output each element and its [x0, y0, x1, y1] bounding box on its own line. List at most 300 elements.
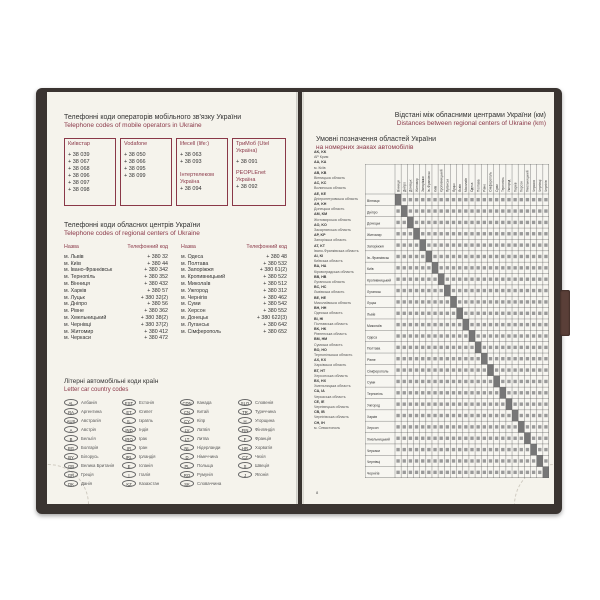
matrix-distance-cell — [427, 198, 430, 201]
region-plate-code: BE, HE — [314, 295, 326, 300]
matrix-distance-cell — [483, 277, 486, 280]
matrix-distance-cell — [403, 448, 406, 451]
matrix-distance-cell — [526, 209, 529, 212]
matrix-distance-cell — [396, 277, 399, 280]
matrix-distance-cell — [433, 402, 436, 405]
matrix-distance-cell — [464, 198, 467, 201]
matrix-distance-cell — [489, 391, 492, 394]
matrix-distance-cell — [421, 198, 424, 201]
country-code-oval: H — [238, 417, 252, 424]
matrix-col-label: Житомир — [414, 178, 419, 192]
matrix-distance-cell — [501, 243, 504, 246]
matrix-distance-cell — [470, 323, 473, 326]
matrix-distance-cell — [415, 266, 418, 269]
country-codes-title-en: Letter car country codes — [64, 387, 129, 393]
city-name: м. Луцьк — [64, 294, 85, 301]
matrix-distance-cell — [458, 402, 461, 405]
matrix-distance-cell — [520, 277, 523, 280]
matrix-distance-cell — [433, 414, 436, 417]
matrix-distance-cell — [464, 289, 467, 292]
matrix-distance-cell — [538, 323, 541, 326]
matrix-distance-cell — [440, 312, 443, 315]
matrix-distance-cell — [526, 232, 529, 235]
matrix-distance-cell — [464, 334, 467, 337]
city-name: м. Чернівці — [64, 321, 92, 328]
matrix-distance-cell — [409, 437, 412, 440]
matrix-distance-cell — [470, 232, 473, 235]
matrix-distance-cell — [526, 368, 529, 371]
matrix-distance-cell — [421, 334, 424, 337]
matrix-distance-cell — [501, 357, 504, 360]
region-plate-code: BX, HX — [314, 378, 326, 383]
matrix-distance-cell — [520, 459, 523, 462]
city-row — [181, 315, 287, 322]
matrix-distance-cell — [433, 334, 436, 337]
matrix-distance-cell — [470, 209, 473, 212]
country-code-item — [122, 398, 180, 406]
matrix-distance-cell — [476, 448, 479, 451]
matrix-distance-cell — [440, 414, 443, 417]
matrix-distance-cell — [427, 209, 430, 212]
country-codes-grid — [64, 398, 296, 487]
country-code-item — [64, 398, 122, 406]
matrix-distance-cell — [409, 232, 412, 235]
country-code-item — [180, 461, 238, 469]
matrix-distance-cell — [427, 380, 430, 383]
region-plate-code: AP, KP — [314, 233, 326, 238]
matrix-distance-cell — [538, 221, 541, 224]
matrix-distance-cell — [409, 277, 412, 280]
matrix-distance-cell — [421, 300, 424, 303]
matrix-distance-cell — [464, 209, 467, 212]
country-code-oval: TR — [238, 408, 252, 415]
matrix-distance-cell — [483, 300, 486, 303]
operator-name: ТриМоб (Utel Україна) — [236, 141, 270, 154]
matrix-distance-cell — [520, 380, 523, 383]
matrix-distance-cell — [415, 368, 418, 371]
country-code-oval: EST — [122, 399, 136, 406]
matrix-distance-cell — [433, 300, 436, 303]
country-name: Швеція — [255, 462, 270, 468]
matrix-distance-cell — [544, 312, 547, 315]
distance-matrix — [365, 164, 549, 478]
country-code-item — [238, 398, 296, 406]
matrix-distance-cell — [538, 312, 541, 315]
country-code-item — [122, 425, 180, 433]
matrix-distance-cell — [396, 221, 399, 224]
matrix-distance-cell — [421, 323, 424, 326]
matrix-distance-cell — [520, 471, 523, 474]
matrix-row-label: Харків — [367, 414, 378, 419]
region-entry — [314, 171, 369, 181]
operator-name: Київстар — [68, 141, 90, 147]
matrix-distance-cell — [396, 312, 399, 315]
matrix-distance-cell — [483, 289, 486, 292]
matrix-distance-cell — [440, 209, 443, 212]
matrix-distance-cell — [495, 346, 498, 349]
matrix-distance-cell — [526, 312, 529, 315]
city-code: + 380 472 — [144, 335, 168, 342]
matrix-distance-cell — [446, 357, 449, 360]
city-row — [64, 329, 168, 336]
matrix-distance-cell — [415, 289, 418, 292]
region-name: Вінницька область — [314, 176, 346, 181]
region-plate-code: AK, KK — [314, 150, 327, 154]
matrix-distance-cell — [526, 346, 529, 349]
matrix-distance-cell — [470, 243, 473, 246]
matrix-distance-cell — [409, 368, 412, 371]
matrix-distance-cell — [476, 425, 479, 428]
matrix-distance-cell — [526, 323, 529, 326]
city-row — [181, 295, 287, 302]
city-name: м. Одеса — [181, 253, 204, 260]
matrix-row-label: Рівне — [367, 357, 376, 362]
matrix-distance-cell — [421, 312, 424, 315]
matrix-distance-cell — [403, 323, 406, 326]
matrix-distance-cell — [532, 346, 535, 349]
matrix-distance-cell — [520, 266, 523, 269]
region-entry — [314, 389, 369, 399]
matrix-distance-cell — [476, 243, 479, 246]
matrix-distance-cell — [440, 437, 443, 440]
matrix-distance-cell — [532, 425, 535, 428]
matrix-col-label: Сімферополь — [488, 171, 493, 192]
matrix-distance-cell — [415, 459, 418, 462]
city-code: + 380 61(2) — [259, 267, 287, 274]
matrix-distance-cell — [440, 471, 443, 474]
matrix-distance-cell — [458, 425, 461, 428]
matrix-distance-cell — [446, 323, 449, 326]
matrix-distance-cell — [470, 414, 473, 417]
region-name: Запорізька область — [314, 238, 347, 243]
matrix-distance-cell — [489, 334, 492, 337]
city-row — [64, 315, 168, 322]
matrix-distance-cell — [476, 198, 479, 201]
matrix-distance-cell — [464, 448, 467, 451]
matrix-distance-cell — [520, 255, 523, 258]
matrix-distance-cell — [452, 425, 455, 428]
plates-title-en: на номерних знаках автомобілів — [316, 144, 414, 151]
matrix-distance-cell — [446, 368, 449, 371]
operator-code: + 38 097 — [68, 180, 90, 186]
city-row — [181, 308, 287, 315]
region-plate-code: AB, KB — [314, 170, 327, 175]
city-row — [181, 261, 287, 268]
matrix-distance-cell — [532, 414, 535, 417]
city-code: + 380 412 — [144, 328, 168, 335]
matrix-distance-cell — [495, 277, 498, 280]
matrix-row-label: Тернопіль — [367, 392, 383, 397]
matrix-distance-cell — [532, 334, 535, 337]
matrix-distance-cell — [440, 323, 443, 326]
country-code-oval: SK — [180, 480, 194, 487]
matrix-distance-cell — [513, 346, 516, 349]
matrix-col-label: Одеса — [470, 182, 475, 192]
matrix-distance-cell — [458, 289, 461, 292]
city-code: + 380 362 — [144, 308, 168, 315]
matrix-col-label: Харків — [513, 182, 518, 192]
matrix-col-label: Кропивницький — [439, 169, 444, 192]
city-name: м. Запоріжжя — [181, 267, 214, 274]
country-code-oval: CN — [180, 408, 194, 415]
matrix-distance-cell — [507, 198, 510, 201]
region-name: Черкаська область — [314, 394, 346, 399]
matrix-distance-cell — [532, 357, 535, 360]
matrix-distance-cell — [544, 255, 547, 258]
country-code-item — [238, 425, 296, 433]
matrix-distance-cell — [526, 300, 529, 303]
city-code: + 380 432 — [144, 280, 168, 287]
country-name: Індія — [139, 426, 149, 432]
matrix-distance-cell — [440, 380, 443, 383]
matrix-distance-cell — [532, 323, 535, 326]
matrix-distance-cell — [507, 437, 510, 440]
country-code-item — [180, 416, 238, 424]
matrix-distance-cell — [458, 391, 461, 394]
country-name: Єгипет — [139, 408, 153, 414]
matrix-diagonal-cell — [487, 364, 493, 375]
region-name: Рівненська область — [314, 332, 347, 337]
matrix-col-label: Донецьк — [408, 179, 413, 192]
matrix-distance-cell — [489, 198, 492, 201]
matrix-distance-cell — [464, 255, 467, 258]
matrix-distance-cell — [520, 323, 523, 326]
matrix-distance-cell — [520, 243, 523, 246]
matrix-distance-cell — [427, 448, 430, 451]
matrix-distance-cell — [470, 312, 473, 315]
matrix-distance-cell — [520, 198, 523, 201]
matrix-distance-cell — [520, 414, 523, 417]
matrix-distance-cell — [421, 391, 424, 394]
matrix-distance-cell — [421, 402, 424, 405]
matrix-distance-cell — [403, 300, 406, 303]
matrix-distance-cell — [464, 459, 467, 462]
matrix-distance-cell — [495, 243, 498, 246]
matrix-col-label: Суми — [494, 184, 499, 192]
matrix-distance-cell — [489, 312, 492, 315]
matrix-distance-cell — [513, 198, 516, 201]
matrix-distance-cell — [507, 334, 510, 337]
matrix-distance-cell — [470, 471, 473, 474]
matrix-distance-cell — [409, 323, 412, 326]
matrix-distance-cell — [403, 437, 406, 440]
matrix-diagonal-cell — [531, 444, 537, 455]
matrix-distance-cell — [544, 300, 547, 303]
city-name: м. Київ — [64, 260, 81, 267]
matrix-distance-cell — [452, 289, 455, 292]
country-name: Угорщина — [255, 417, 275, 423]
matrix-distance-cell — [458, 209, 461, 212]
matrix-distance-cell — [520, 391, 523, 394]
matrix-distance-cell — [513, 266, 516, 269]
matrix-distance-cell — [440, 221, 443, 224]
matrix-distance-cell — [452, 243, 455, 246]
matrix-distance-cell — [538, 414, 541, 417]
matrix-distance-cell — [507, 459, 510, 462]
matrix-distance-cell — [483, 266, 486, 269]
matrix-distance-cell — [464, 368, 467, 371]
matrix-distance-cell — [507, 414, 510, 417]
matrix-diagonal-cell — [407, 217, 413, 228]
city-name: м. Івано-Франківськ — [64, 267, 113, 274]
matrix-distance-cell — [513, 471, 516, 474]
matrix-distance-cell — [526, 255, 529, 258]
region-name: Донецька область — [314, 207, 345, 212]
region-name: Херсонська область — [314, 373, 348, 378]
country-name: Франція — [255, 435, 272, 441]
binding-gutter — [296, 92, 304, 504]
matrix-distance-cell — [452, 471, 455, 474]
matrix-distance-cell — [446, 277, 449, 280]
country-name: Чехія — [255, 453, 266, 459]
matrix-distance-cell — [495, 357, 498, 360]
country-code-item — [64, 425, 122, 433]
country-name: Фінляндія — [255, 426, 275, 432]
matrix-distance-cell — [440, 368, 443, 371]
operator-code: + 38 094 — [180, 186, 202, 192]
matrix-distance-cell — [544, 357, 547, 360]
city-name: м. Харків — [64, 287, 87, 294]
matrix-distance-cell — [538, 437, 541, 440]
matrix-row-label: Чернівці — [367, 460, 381, 465]
matrix-distance-cell — [409, 380, 412, 383]
matrix-distance-cell — [483, 209, 486, 212]
country-name: Аргентина — [81, 408, 102, 414]
city-name: м. Херсон — [181, 308, 206, 315]
region-plate-code: BM, HM — [314, 337, 328, 342]
matrix-distance-cell — [520, 357, 523, 360]
matrix-distance-cell — [464, 437, 467, 440]
country-code-oval: AL — [64, 399, 78, 406]
city-name: м. Львів — [64, 253, 84, 260]
matrix-distance-cell — [470, 266, 473, 269]
matrix-distance-cell — [544, 243, 547, 246]
matrix-col-label: Київ — [433, 185, 438, 192]
country-name: Австралія — [81, 417, 101, 423]
matrix-distance-cell — [513, 334, 516, 337]
region-entry — [314, 327, 369, 337]
country-code-item — [238, 434, 296, 442]
city-name: м. Рівне — [64, 308, 84, 315]
matrix-distance-cell — [495, 300, 498, 303]
matrix-distance-cell — [532, 368, 535, 371]
matrix-row-label: Вінниця — [367, 198, 380, 203]
matrix-col-label: Луганськ — [445, 179, 450, 192]
operator-code: + 38 099 — [124, 173, 146, 179]
operator-box-lifecell — [176, 138, 228, 206]
matrix-distance-cell — [532, 402, 535, 405]
matrix-distance-cell — [526, 198, 529, 201]
operator-code: + 38 092 — [236, 184, 258, 190]
matrix-distance-cell — [415, 414, 418, 417]
country-code-oval: RA — [64, 408, 78, 415]
matrix-distance-cell — [396, 232, 399, 235]
operator-code: + 38 066 — [124, 159, 146, 165]
city-row — [181, 274, 287, 281]
matrix-distance-cell — [464, 357, 467, 360]
matrix-distance-cell — [409, 402, 412, 405]
country-name: Ізраїль — [139, 417, 153, 423]
matrix-distance-cell — [403, 243, 406, 246]
matrix-row-label: Сімферополь — [367, 369, 389, 374]
matrix-distance-cell — [446, 437, 449, 440]
matrix-distance-cell — [532, 232, 535, 235]
region-entry — [314, 223, 369, 233]
matrix-distance-cell — [507, 289, 510, 292]
matrix-distance-cell — [538, 471, 541, 474]
left-page — [47, 92, 298, 504]
matrix-distance-cell — [520, 368, 523, 371]
matrix-distance-cell — [403, 312, 406, 315]
matrix-distance-cell — [544, 232, 547, 235]
matrix-distance-cell — [476, 391, 479, 394]
matrix-distance-cell — [495, 402, 498, 405]
matrix-distance-cell — [532, 255, 535, 258]
operator-name: Інтертелеком Україна — [180, 172, 214, 185]
country-code-oval: S — [238, 462, 252, 469]
matrix-distance-cell — [396, 209, 399, 212]
matrix-distance-cell — [476, 312, 479, 315]
matrix-distance-cell — [513, 368, 516, 371]
region-plate-code: AE, KE — [314, 191, 326, 196]
matrix-distance-cell — [433, 391, 436, 394]
matrix-distance-cell — [501, 380, 504, 383]
city-name: м. Чернігів — [181, 294, 208, 301]
city-code: + 380 642 — [263, 321, 287, 328]
matrix-distance-cell — [501, 266, 504, 269]
matrix-distance-cell — [403, 414, 406, 417]
region-entry — [314, 181, 369, 191]
matrix-distance-cell — [501, 346, 504, 349]
operator-name: Vodafone — [124, 141, 148, 147]
matrix-distance-cell — [476, 289, 479, 292]
matrix-distance-cell — [409, 334, 412, 337]
matrix-distance-cell — [452, 380, 455, 383]
matrix-distance-cell — [458, 232, 461, 235]
region-entry — [314, 317, 369, 327]
country-code-oval: CZ — [238, 453, 252, 460]
table-header — [64, 244, 168, 251]
city-name: м. Дніпро — [64, 301, 88, 308]
matrix-distance-cell — [532, 289, 535, 292]
matrix-distance-cell — [507, 425, 510, 428]
country-name: Словаччина — [197, 480, 222, 486]
matrix-distance-cell — [403, 425, 406, 428]
matrix-distance-cell — [526, 391, 529, 394]
plates-title-ua: Умовні позначення областей України — [316, 136, 436, 143]
matrix-distance-cell — [421, 448, 424, 451]
matrix-distance-cell — [415, 357, 418, 360]
matrix-row-label: Херсон — [367, 426, 379, 431]
country-code-oval: DK — [64, 480, 78, 487]
matrix-distance-cell — [396, 368, 399, 371]
matrix-row-label: Полтава — [367, 346, 381, 351]
country-code-item — [122, 479, 180, 487]
matrix-distance-cell — [452, 312, 455, 315]
operator-code: + 38 067 — [68, 159, 90, 165]
matrix-distance-cell — [440, 425, 443, 428]
region-plate-code: CB, IB — [314, 410, 325, 415]
matrix-col-label: Тернопіль — [501, 177, 506, 192]
city-code: + 380 352 — [144, 274, 168, 281]
matrix-distance-cell — [495, 425, 498, 428]
matrix-distance-cell — [452, 277, 455, 280]
city-name: м. Вінниця — [64, 280, 91, 287]
country-code-oval: IR — [122, 444, 136, 451]
matrix-distance-cell — [476, 277, 479, 280]
matrix-distance-cell — [538, 380, 541, 383]
distances-title-en: Distances between regional centers of Ukraine (km) — [396, 120, 546, 127]
